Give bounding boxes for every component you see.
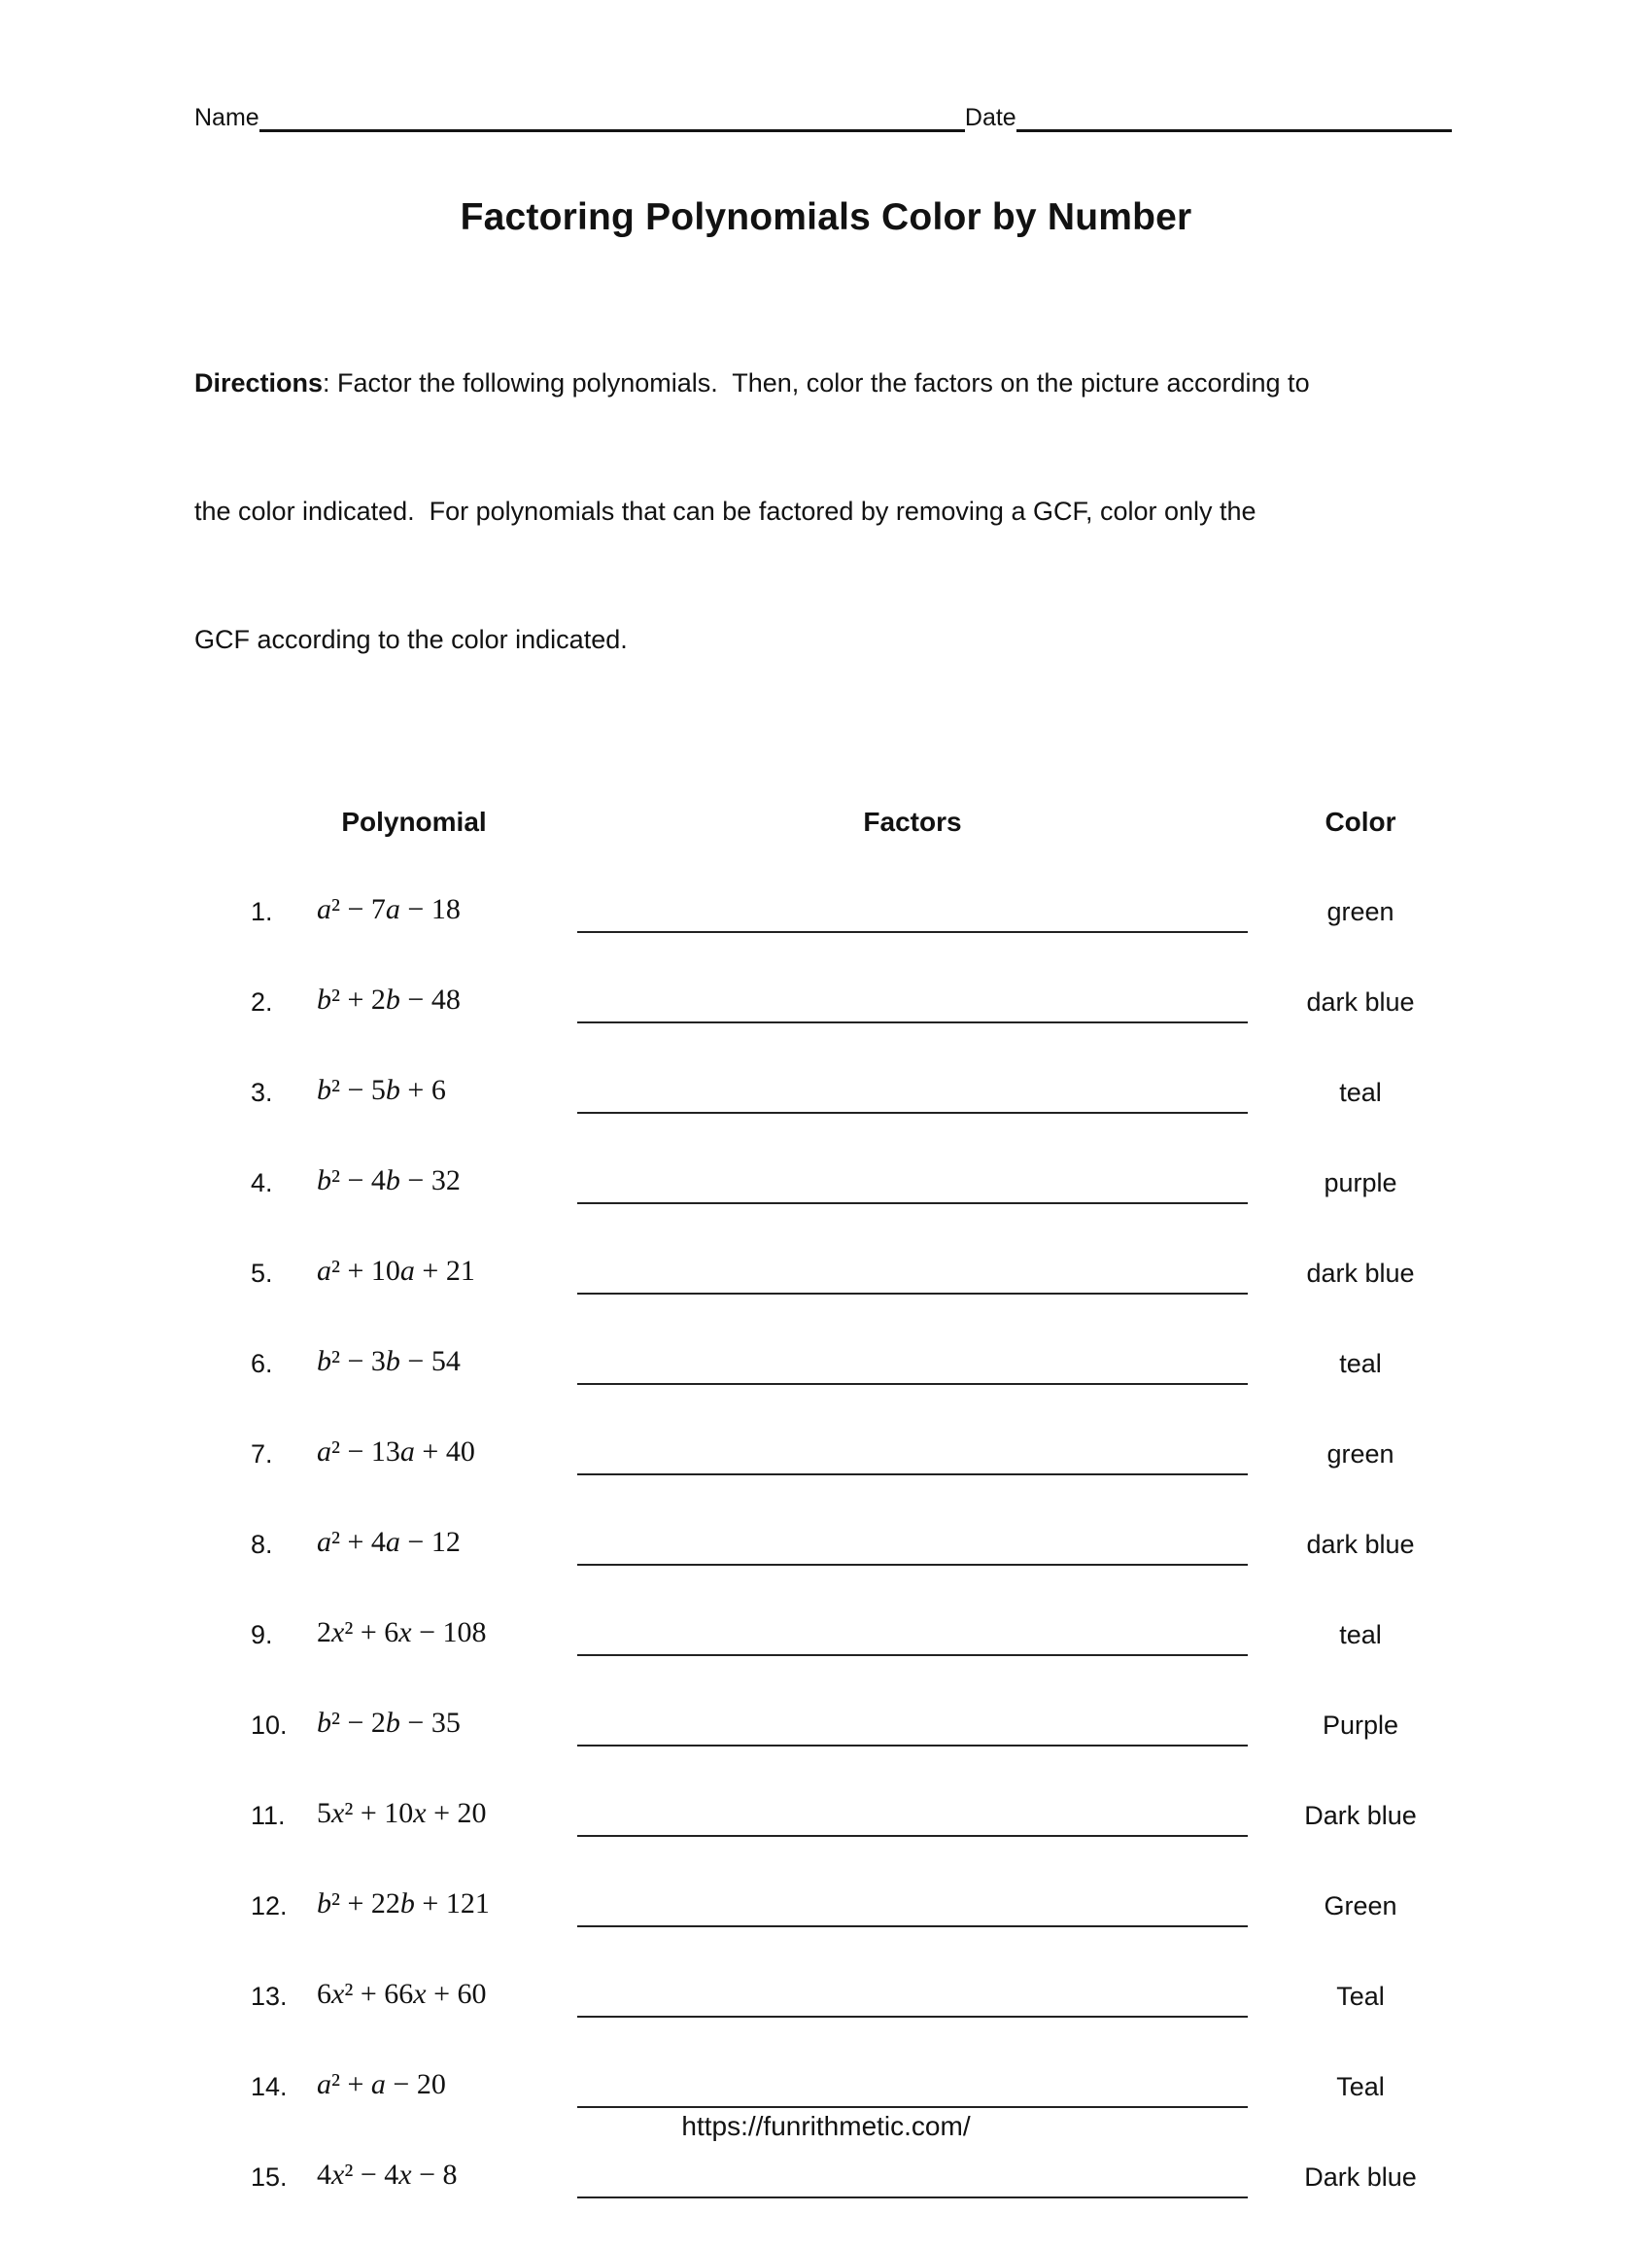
factors-blank-line (577, 1706, 1248, 1747)
column-header-color: Color (1325, 807, 1396, 837)
color-label: purple (1324, 1168, 1397, 1197)
date-blank-line (1016, 125, 1452, 132)
factors-blank-cell (577, 2158, 1248, 2248)
column-header-polynomial: Polynomial (341, 807, 487, 837)
factors-blank-line (577, 2067, 1248, 2108)
name-label: Name (194, 104, 259, 131)
polynomial-expression: b² − 4b − 32 (317, 1164, 461, 1196)
problem-number: 12. (251, 1891, 288, 1920)
factors-blank-line (577, 1796, 1248, 1837)
problem-number: 10. (251, 1711, 288, 1740)
color-label: green (1326, 1439, 1394, 1469)
directions-line-3: GCF according to the color indicated. (194, 625, 628, 654)
directions (194, 276, 1467, 746)
problem-row (0, 1254, 1652, 1344)
polynomial-expression: a² − 7a − 18 (317, 893, 461, 925)
color-label: dark blue (1306, 1530, 1415, 1559)
problem-row (0, 1163, 1652, 1254)
factors-blank-line (577, 1435, 1248, 1475)
problem-row (0, 1886, 1652, 1977)
problem-number: 11. (251, 1801, 286, 1830)
color-label: dark blue (1306, 1259, 1415, 1288)
color-label: Dark blue (1304, 1801, 1417, 1830)
factors-blank-line (577, 1073, 1248, 1114)
factors-blank-line (577, 1525, 1248, 1566)
problem-list (0, 892, 1652, 2248)
factors-blank-cell (577, 983, 1248, 1073)
problem-number: 5. (251, 1259, 273, 1288)
factors-blank-cell (577, 1615, 1248, 1706)
problem-number: 8. (251, 1530, 273, 1559)
factors-blank-line (577, 1615, 1248, 1656)
problem-number: 14. (251, 2072, 288, 2101)
column-header-factors: Factors (863, 807, 962, 837)
problem-number: 1. (251, 897, 273, 926)
directions-line-2: the color indicated. For polynomials that can be factored by removing a GCF, color only the (194, 497, 1256, 526)
date-label: Date (964, 104, 1016, 131)
polynomial-expression: a² + 4a − 12 (317, 1526, 461, 1558)
factors-blank-cell (577, 1977, 1248, 2067)
problem-number: 7. (251, 1439, 273, 1469)
factors-blank-cell (577, 892, 1248, 983)
color-label: Green (1324, 1891, 1397, 1920)
factors-blank-cell (577, 1796, 1248, 1886)
problem-number: 13. (251, 1982, 288, 2011)
directions-line-1 (194, 362, 1467, 404)
polynomial-expression: 2x² + 6x − 108 (317, 1616, 487, 1648)
color-label: Teal (1336, 1982, 1385, 2011)
table-header-row (0, 807, 1652, 838)
problem-row (0, 1344, 1652, 1435)
polynomial-expression: 6x² + 66x + 60 (317, 1978, 487, 2010)
problem-number: 4. (251, 1168, 273, 1197)
problem-row (0, 892, 1652, 983)
worksheet-page (0, 103, 1652, 2241)
factors-blank-line (577, 983, 1248, 1023)
directions-label: Directions (194, 368, 324, 398)
polynomial-expression: b² + 2b − 48 (317, 984, 461, 1016)
color-label: teal (1339, 1349, 1382, 1378)
problem-number: 3. (251, 1078, 273, 1107)
color-label: Teal (1336, 2072, 1385, 2101)
factors-blank-cell (577, 1435, 1248, 1525)
color-label: green (1326, 897, 1394, 926)
problem-number: 9. (251, 1620, 273, 1649)
factors-blank-cell (577, 1073, 1248, 1163)
directions-text-1: : Factor the following polynomials. Then, color the factors on the picture according to (323, 368, 1310, 398)
polynomial-expression: b² − 3b − 54 (317, 1345, 461, 1377)
polynomial-expression: b² − 5b + 6 (317, 1074, 446, 1106)
factors-blank-cell (577, 1344, 1248, 1435)
problem-row (0, 1435, 1652, 1525)
color-label: dark blue (1306, 987, 1415, 1017)
problem-number: 15. (251, 2162, 288, 2192)
factors-blank-cell (577, 1254, 1248, 1344)
problem-row (0, 1796, 1652, 1886)
factors-blank-cell (577, 1886, 1248, 1977)
polynomial-expression: 4x² − 4x − 8 (317, 2159, 458, 2191)
color-label: teal (1339, 1078, 1382, 1107)
polynomial-expression: a² + a − 20 (317, 2068, 446, 2100)
polynomial-expression: a² + 10a + 21 (317, 1255, 475, 1287)
problem-number: 6. (251, 1349, 273, 1378)
factors-blank-line (577, 1344, 1248, 1385)
polynomial-expression: b² + 22b + 121 (317, 1887, 490, 1919)
factors-blank-line (577, 1163, 1248, 1204)
polynomial-expression: a² − 13a + 40 (317, 1435, 475, 1468)
factors-blank-line (577, 2158, 1248, 2198)
color-label: Dark blue (1304, 2162, 1417, 2192)
factors-blank-cell (577, 1163, 1248, 1254)
page-title: Factoring Polynomials Color by Number (460, 196, 1192, 238)
color-label: teal (1339, 1620, 1382, 1649)
footer (0, 2111, 1652, 2142)
name-date-row (194, 103, 1452, 132)
problem-row (0, 2158, 1652, 2248)
problem-row (0, 1525, 1652, 1615)
problem-number: 2. (251, 987, 273, 1017)
color-label: Purple (1322, 1711, 1399, 1740)
footer-url[interactable]: https://funrithmetic.com/ (681, 2111, 971, 2141)
problem-row (0, 1073, 1652, 1163)
factors-blank-cell (577, 1706, 1248, 1796)
factors-blank-line (577, 1886, 1248, 1927)
factors-blank-line (577, 1254, 1248, 1295)
name-blank-line (259, 125, 965, 132)
problem-row (0, 1706, 1652, 1796)
polynomial-expression: 5x² + 10x + 20 (317, 1797, 487, 1829)
polynomial-expression: b² − 2b − 35 (317, 1707, 461, 1739)
problem-row (0, 983, 1652, 1073)
problem-row (0, 1615, 1652, 1706)
factors-blank-line (577, 892, 1248, 933)
problem-row (0, 1977, 1652, 2067)
factors-blank-line (577, 1977, 1248, 2018)
factors-blank-cell (577, 1525, 1248, 1615)
